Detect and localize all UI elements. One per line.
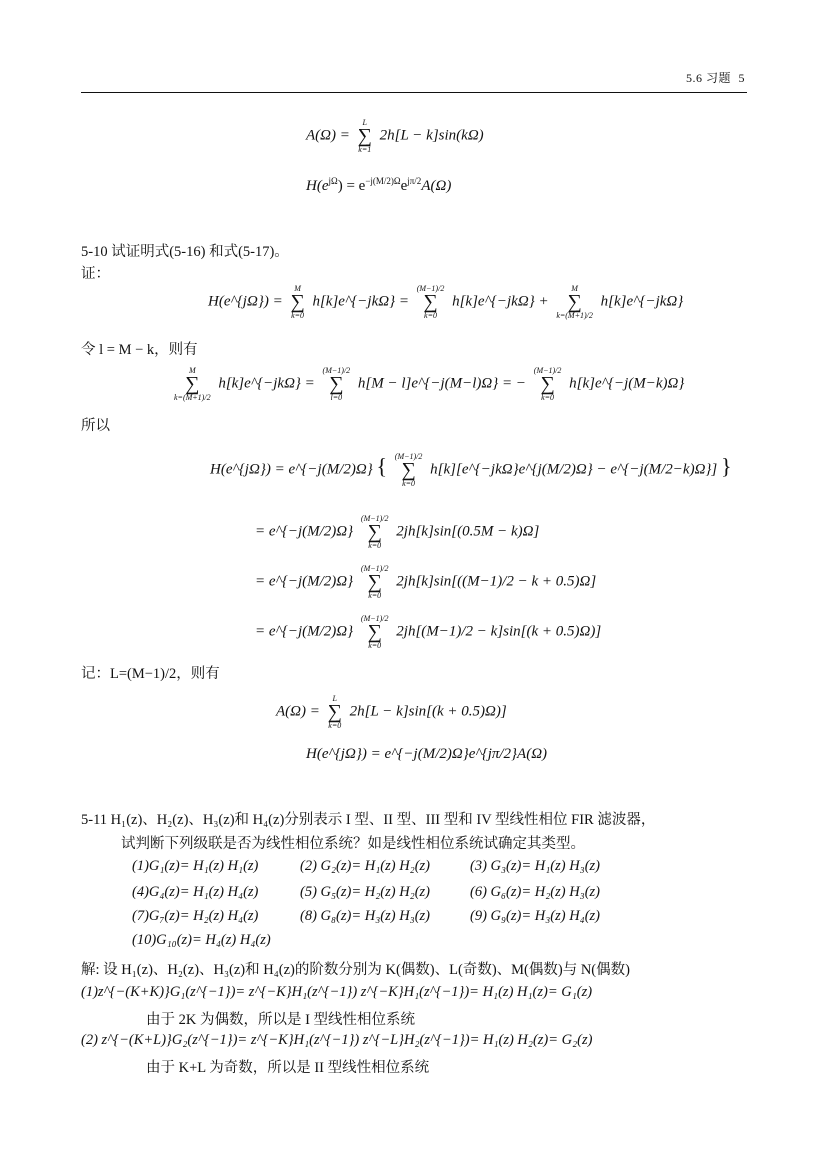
note-L-definition: 记：L=(M−1)/2，则有 (81, 666, 220, 682)
summation: L ∑ k=1 (357, 118, 372, 154)
cascade-item-2: (2) G₂(z)= H₁(z) H₂(z) (300, 858, 431, 874)
header-rule (81, 92, 747, 93)
cascade-item-7: (7)G₇(z)= H₂(z) H₄(z) (132, 908, 259, 924)
proof-label: 证： (81, 266, 110, 282)
problem-5-11-title-line2: 试判断下列级联是否为线性相位系统？如是线性相位系统试确定其类型。 (121, 836, 585, 852)
solution-step-1-note: 由于 2K 为偶数，所以是 I 型线性相位系统 (146, 1012, 416, 1028)
let-statement: 令 l = M − k，则有 (81, 342, 198, 358)
cascade-item-9: (9) G₉(z)= H₃(z) H₄(z) (470, 908, 601, 924)
equation-H-frequency-response: $H(e^{j\Omega}) = e^{-j(M/2)\Omega}e^{j\pi/2}A(\Omega)$ (306, 176, 452, 194)
equation-A-omega: A(Ω) = L ∑ k=1 2h[L − k]sin(kΩ) (306, 118, 484, 154)
equation-5-10-step4: = e^{−j(M/2)Ω} (M−1)/2 ∑ k=0 2jh[k]sin[(0.5M − k)Ω] (255, 514, 540, 550)
solution-step-2: (2) z^{−(K+L)}G₂(z^{−1})= z^{−K}H₁(z^{−1}) z^{−L}H₂(z^{−1})= H₁(z) H₂(z)= G₂(z) (81, 1032, 593, 1048)
equation-5-10-step1: H(e^{jΩ}) = M ∑ k=0 h[k]e^{−jkΩ} = (M−1)/2 ∑ k=0 h[k]e^{−jkΩ} + M ∑ k=(M+1)/2 h[k]e^{−jkΩ} (208, 284, 684, 320)
solution-step-2-note: 由于 K+L 为奇数，所以是 II 型线性相位系统 (146, 1060, 430, 1076)
cascade-item-8: (8) G₈(z)= H₃(z) H₃(z) (300, 908, 431, 924)
problem-5-11-title-line1: 5-11 H₁(z)、H₂(z)、H₃(z)和 H₄(z)分别表示 I 型、II 型、III 型和 IV 型线性相位 FIR 滤波器， (81, 812, 656, 828)
solution-intro: 解: 设 H₁(z)、H₂(z)、H₃(z)和 H₄(z)的阶数分别为 K(偶数)、L(奇数)、M(偶数)与 N(偶数) (81, 962, 630, 978)
cascade-item-6: (6) G₆(z)= H₂(z) H₃(z) (470, 884, 601, 900)
so-label: 所以 (81, 418, 110, 434)
equation-5-10-H: H(e^{jΩ}) = e^{−j(M/2)Ω}e^{jπ/2}A(Ω) (306, 746, 548, 762)
equation-5-10-step5: = e^{−j(M/2)Ω} (M−1)/2 ∑ k=0 2jh[k]sin[((M−1)/2 − k + 0.5)Ω] (255, 564, 597, 600)
equation-5-10-step6: = e^{−j(M/2)Ω} (M−1)/2 ∑ k=0 2jh[(M−1)/2 − k]sin[(k + 0.5)Ω)] (255, 614, 602, 650)
solution-step-1: (1)z^{−(K+K)}G₁(z^{−1})= z^{−K}H₁(z^{−1}) z^{−K}H₁(z^{−1})= H₁(z) H₁(z)= G₁(z) (81, 984, 593, 1000)
cascade-item-3: (3) G₃(z)= H₁(z) H₃(z) (470, 858, 601, 874)
equation-5-10-step2: M ∑ k=(M+1)/2 h[k]e^{−jkΩ} = (M−1)/2 ∑ l=0 h[M − l]e^{−j(M−l)Ω} = − (M−1)/2 ∑ k=0 h[k]e^{−j(M−k)Ω} (174, 366, 685, 402)
equation-5-10-A: A(Ω) = L ∑ k=0 2h[L − k]sin[(k + 0.5)Ω)] (276, 694, 507, 730)
cascade-item-5: (5) G₅(z)= H₂(z) H₂(z) (300, 884, 431, 900)
header-page-number: 5 (738, 71, 745, 85)
cascade-item-1: (1)G₁(z)= H₁(z) H₁(z) (132, 858, 259, 874)
cascade-item-10: (10)G₁₀(z)= H₄(z) H₄(z) (132, 932, 271, 948)
cascade-item-4: (4)G₄(z)= H₁(z) H₄(z) (132, 884, 259, 900)
header-section: 5.6 习题 (685, 71, 731, 85)
running-header (686, 69, 745, 86)
equation-5-10-step3: H(e^{jΩ}) = e^{−j(M/2)Ω} { (M−1)/2 ∑ k=0 h[k][e^{−jkΩ}e^{j(M/2)Ω} − e^{−j(M/2−k)Ω}] } (210, 452, 732, 488)
problem-5-10-title: 5-10 试证明式(5-16) 和式(5-17)。 (81, 244, 289, 260)
